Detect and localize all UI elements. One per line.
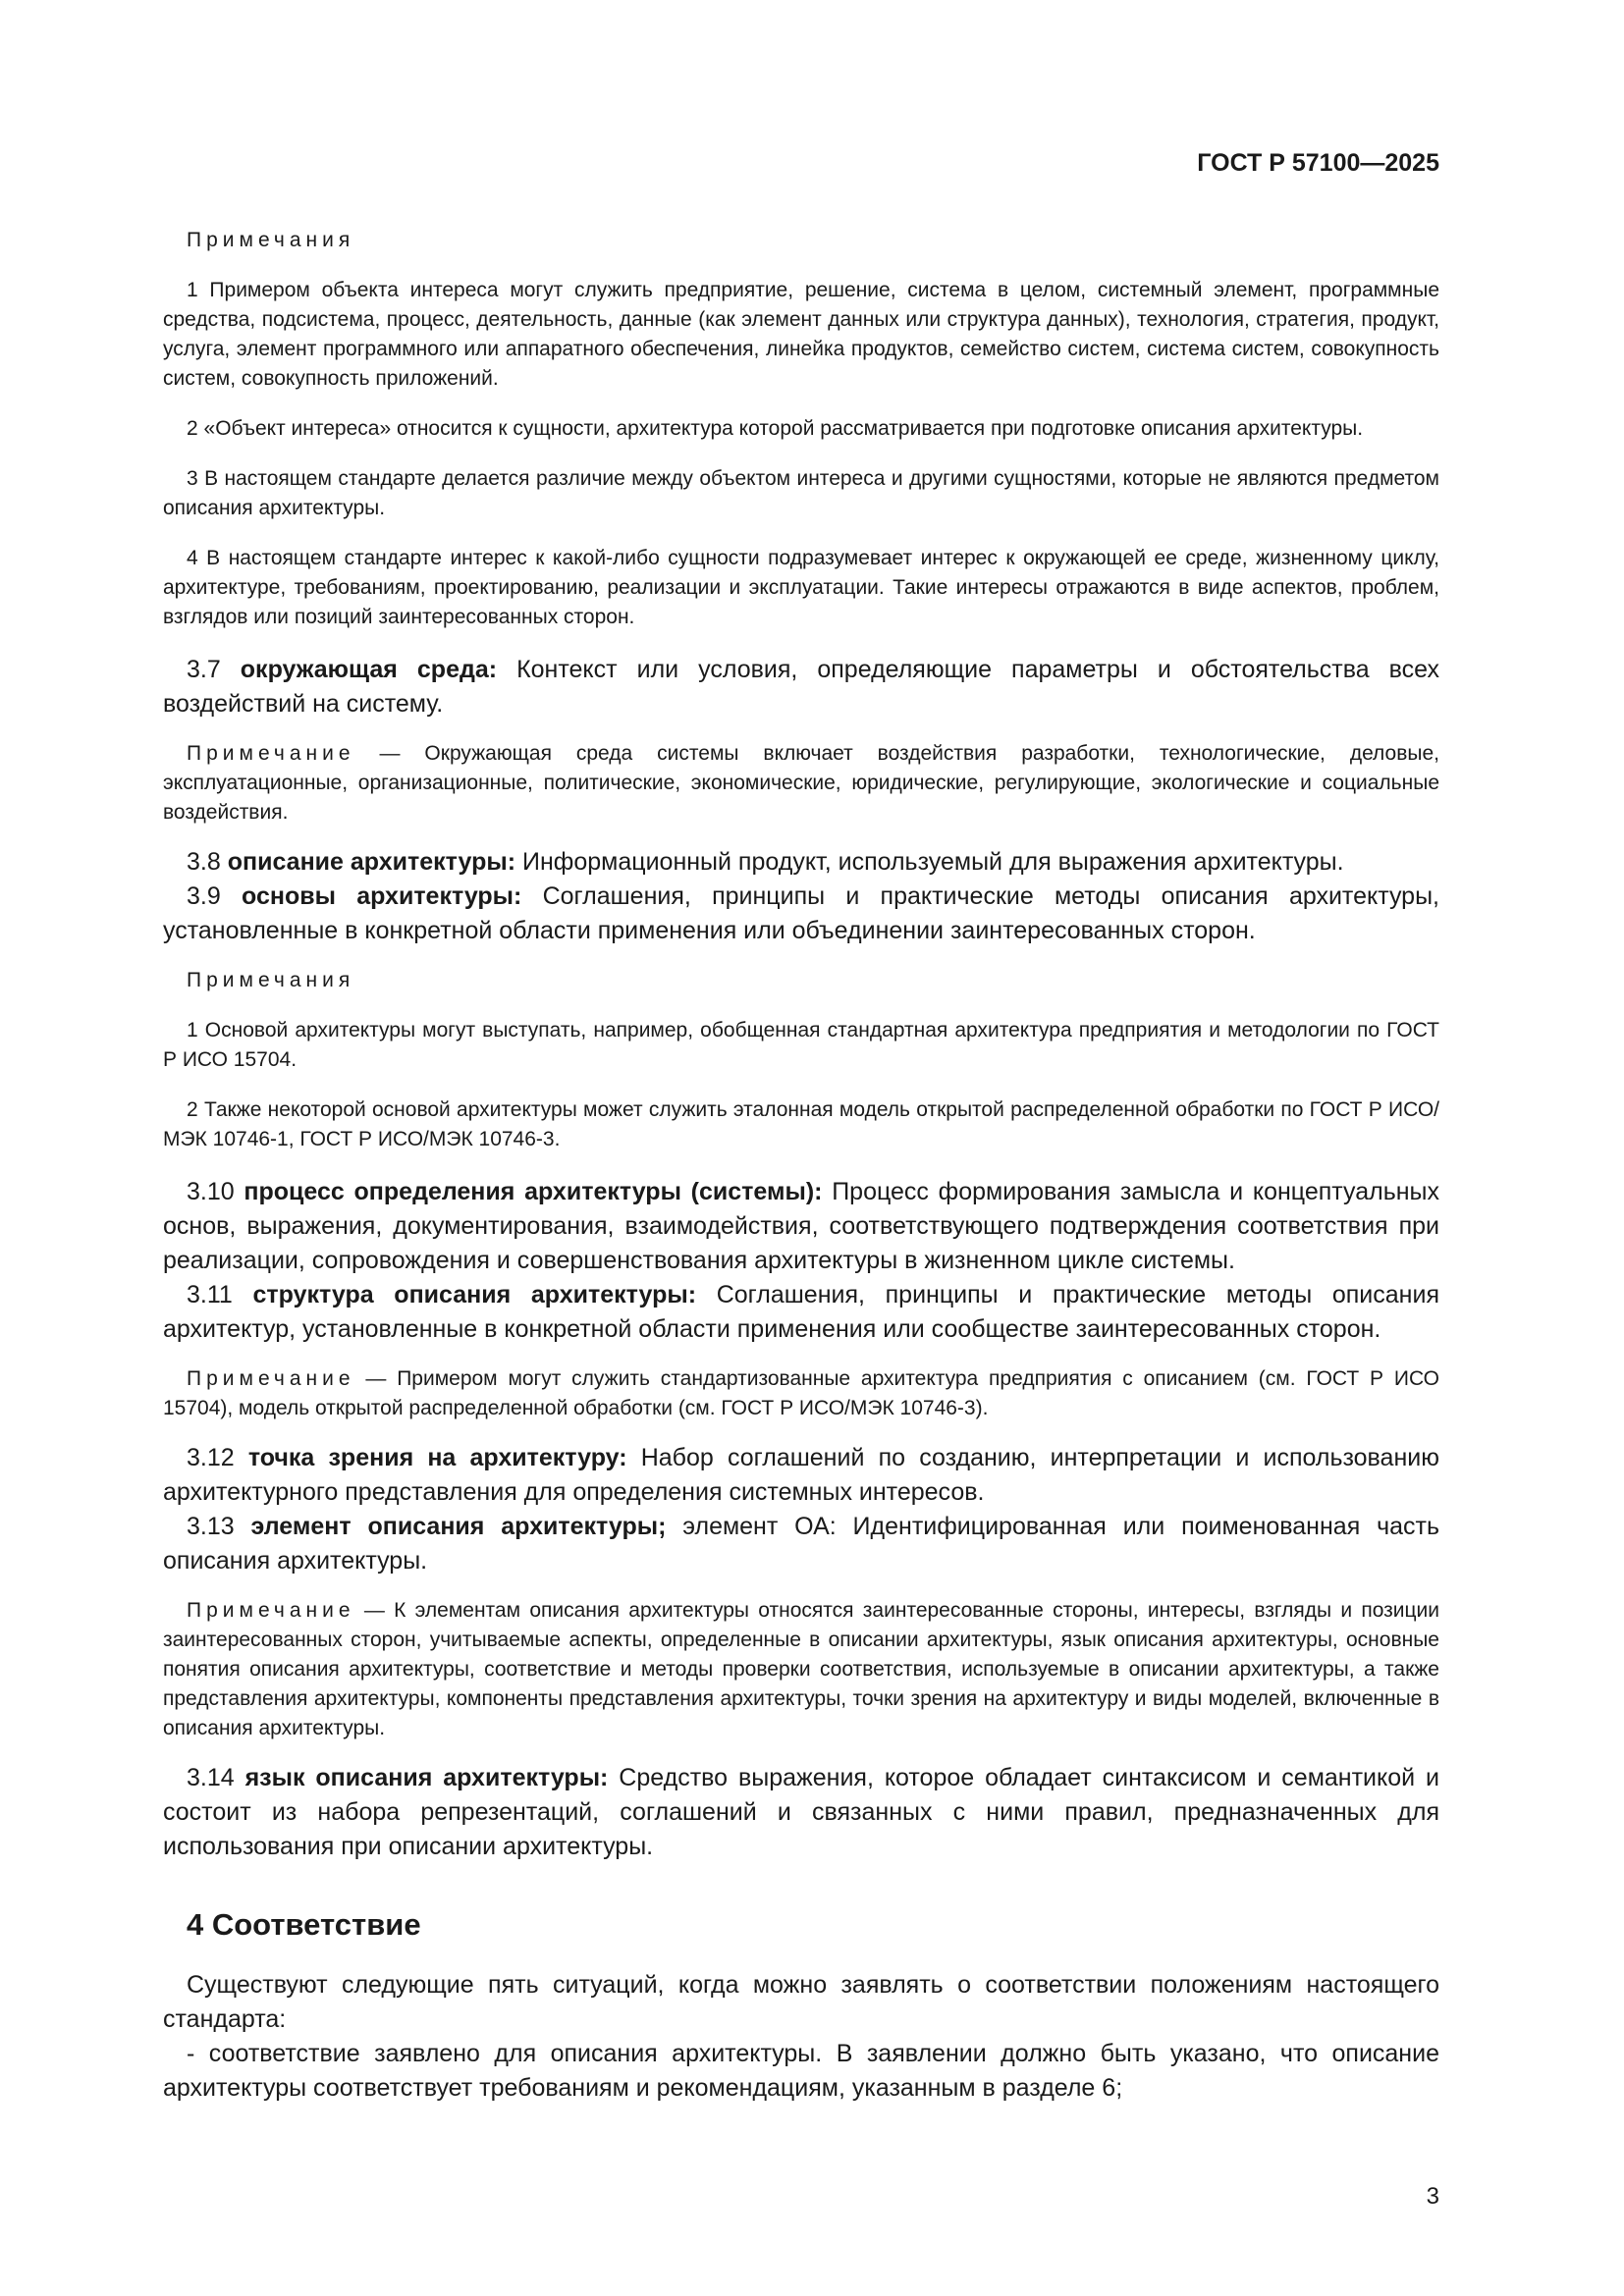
term-number: 3.12	[187, 1444, 235, 1471]
term-name: основы архитектуры:	[242, 882, 522, 910]
note-text: — Примером могут служить стандартизованные архитектура предприятия с описанием (см. ГОСТ Р ИСО 15704), модель открытой распределенной обработки (см. ГОСТ Р ИСО/МЭК 10746-3).	[163, 1367, 1439, 1419]
notes-block-top	[163, 226, 1439, 632]
term-number: 3.9	[187, 882, 221, 910]
note-item: 2 «Объект интереса» относится к сущности, архитектура которой рассматривается при подготовке описания архитектуры.	[187, 417, 1364, 440]
term-3-8	[163, 845, 1439, 880]
note-3-13	[163, 1596, 1439, 1743]
term-name: окружающая среда:	[240, 656, 498, 683]
page-number: 3	[1426, 2183, 1439, 2210]
term-3-11	[163, 1278, 1439, 1347]
notes-heading: Примечания	[187, 969, 355, 991]
term-definition: Информационный продукт, используемый для выражения архитектуры.	[515, 848, 1344, 876]
term-3-7	[163, 653, 1439, 721]
note-item: 4 В настоящем стандарте интерес к какой-либо сущности подразумевает интерес к окружающей ее среде, жизненному циклу, архитектуре, требованиям, проектированию, реализации и эксплуатации. Такие интересы отражаются в виде аспектов, проблем, взглядов или позиций заинтересованных сторон.	[163, 547, 1439, 628]
list-item: - соответствие заявлено для описания архитектуры. В заявлении должно быть указано, что описание архитектуры соответствует требованиям и рекомендациям, указанным в разделе 6;	[163, 2040, 1439, 2102]
term-name: точка зрения на архитектуру:	[247, 1444, 627, 1471]
notes-heading: Примечания	[187, 229, 355, 251]
term-name: структура описания архитектуры:	[252, 1281, 697, 1308]
note-item: 1 Основой архитектуры могут выступать, например, обобщенная стандартная архитектура предприятия и методологии по ГОСТ Р ИСО 15704.	[163, 1019, 1439, 1071]
document-id-header: ГОСТ Р 57100—2025	[1197, 149, 1439, 177]
term-name: язык описания архитектуры:	[244, 1764, 609, 1791]
note-item: 2 Также некоторой основой архитектуры может служить эталонная модель открытой распределенной обработки по ГОСТ Р ИСО/МЭК 10746-1, ГОСТ Р ИСО/МЭК 10746-3.	[163, 1098, 1439, 1150]
term-3-9	[163, 880, 1439, 948]
term-3-14	[163, 1761, 1439, 1864]
note-label: Примечание	[187, 1599, 355, 1622]
term-definition: Контекст или условия, определяющие параметры и обстоятельства всех воздействий на систему.	[163, 656, 1439, 718]
note-item: 3 В настоящем стандарте делается различие между объектом интереса и другими сущностями, которые не являются предметом описания архитектуры.	[163, 467, 1439, 519]
term-definition: Набор соглашений по созданию, интерпретации и использованию архитектурного представления для определения системных интересов.	[163, 1444, 1439, 1506]
note-item: 1 Примером объекта интереса могут служить предприятие, решение, система в целом, системный элемент, программные средства, подсистема, процесс, деятельность, данные (как элемент данных или структура данных), технология, стратегия, продукт, услуга, элемент программного или аппаратного обеспечения, линейка продуктов, семейство систем, система систем, совокупность систем, совокупность приложений.	[163, 279, 1439, 390]
term-name: описание архитектуры:	[227, 848, 516, 876]
term-definition: Средство выражения, которое обладает синтаксисом и семантикой и состоит из набора репрезентаций, соглашений и связанных с ними правил, предназначенных для использования при описании архитектуры.	[163, 1764, 1439, 1860]
term-3-10	[163, 1175, 1439, 1278]
term-definition: элемент ОА: Идентифицированная или поименованная часть описания архитектуры.	[163, 1513, 1440, 1575]
section-intro-paragraph: Существуют следующие пять ситуаций, когда можно заявлять о соответствии положениям настоящего стандарта:	[163, 1971, 1439, 2033]
term-name: элемент описания архитектуры;	[250, 1513, 667, 1540]
term-name: процесс определения архитектуры (системы):	[244, 1178, 823, 1205]
note-text: — К элементам описания архитектуры относятся заинтересованные стороны, интересы, взгляды и позиции заинтересованных сторон, учитываемые аспекты, определенные в описании архитектуры, язык описания архитектуры, основные понятия описания архитектуры, соответствие и методы проверки соответствия, используемые в описании архитектуры, а также представления архитектуры, компоненты представления архитектуры, точки зрения на архитектуру и виды моделей, включенные в описания архитектуры.	[163, 1599, 1439, 1739]
note-text: — Окружающая среда системы включает воздействия разработки, технологические, деловые, эксплуатационные, организационные, политические, экономические, юридические, регулирующие, экологические и социальные воздействия.	[163, 742, 1439, 824]
section-heading: 4 Соответствие	[187, 1907, 421, 1942]
term-number: 3.11	[187, 1281, 233, 1308]
page-content	[163, 226, 1439, 2106]
term-number: 3.14	[187, 1764, 235, 1791]
note-label: Примечание	[187, 742, 355, 765]
note-3-11	[163, 1364, 1439, 1423]
term-number: 3.8	[187, 848, 221, 876]
term-3-13	[163, 1510, 1439, 1578]
notes-block-3-9	[163, 966, 1439, 1154]
term-3-12	[163, 1441, 1439, 1510]
term-definition: Соглашения, принципы и практические методы описания архитектур, установленные в конкретной области применения или сообществе заинтересованных сторон.	[163, 1281, 1439, 1343]
note-3-7	[163, 739, 1439, 828]
note-label: Примечание	[187, 1367, 355, 1390]
term-number: 3.10	[187, 1178, 235, 1205]
term-number: 3.7	[187, 656, 221, 683]
term-definition: Соглашения, принципы и практические методы описания архитектуры, установленные в конкретной области применения или объединении заинтересованных сторон.	[163, 882, 1439, 944]
term-definition: Процесс формирования замысла и концептуальных основ, выражения, документирования, взаимодействия, соответствующего подтверждения соответствия при реализации, сопровождения и совершенствования архитектуры в жизненном цикле системы.	[163, 1178, 1439, 1274]
term-number: 3.13	[187, 1513, 235, 1540]
